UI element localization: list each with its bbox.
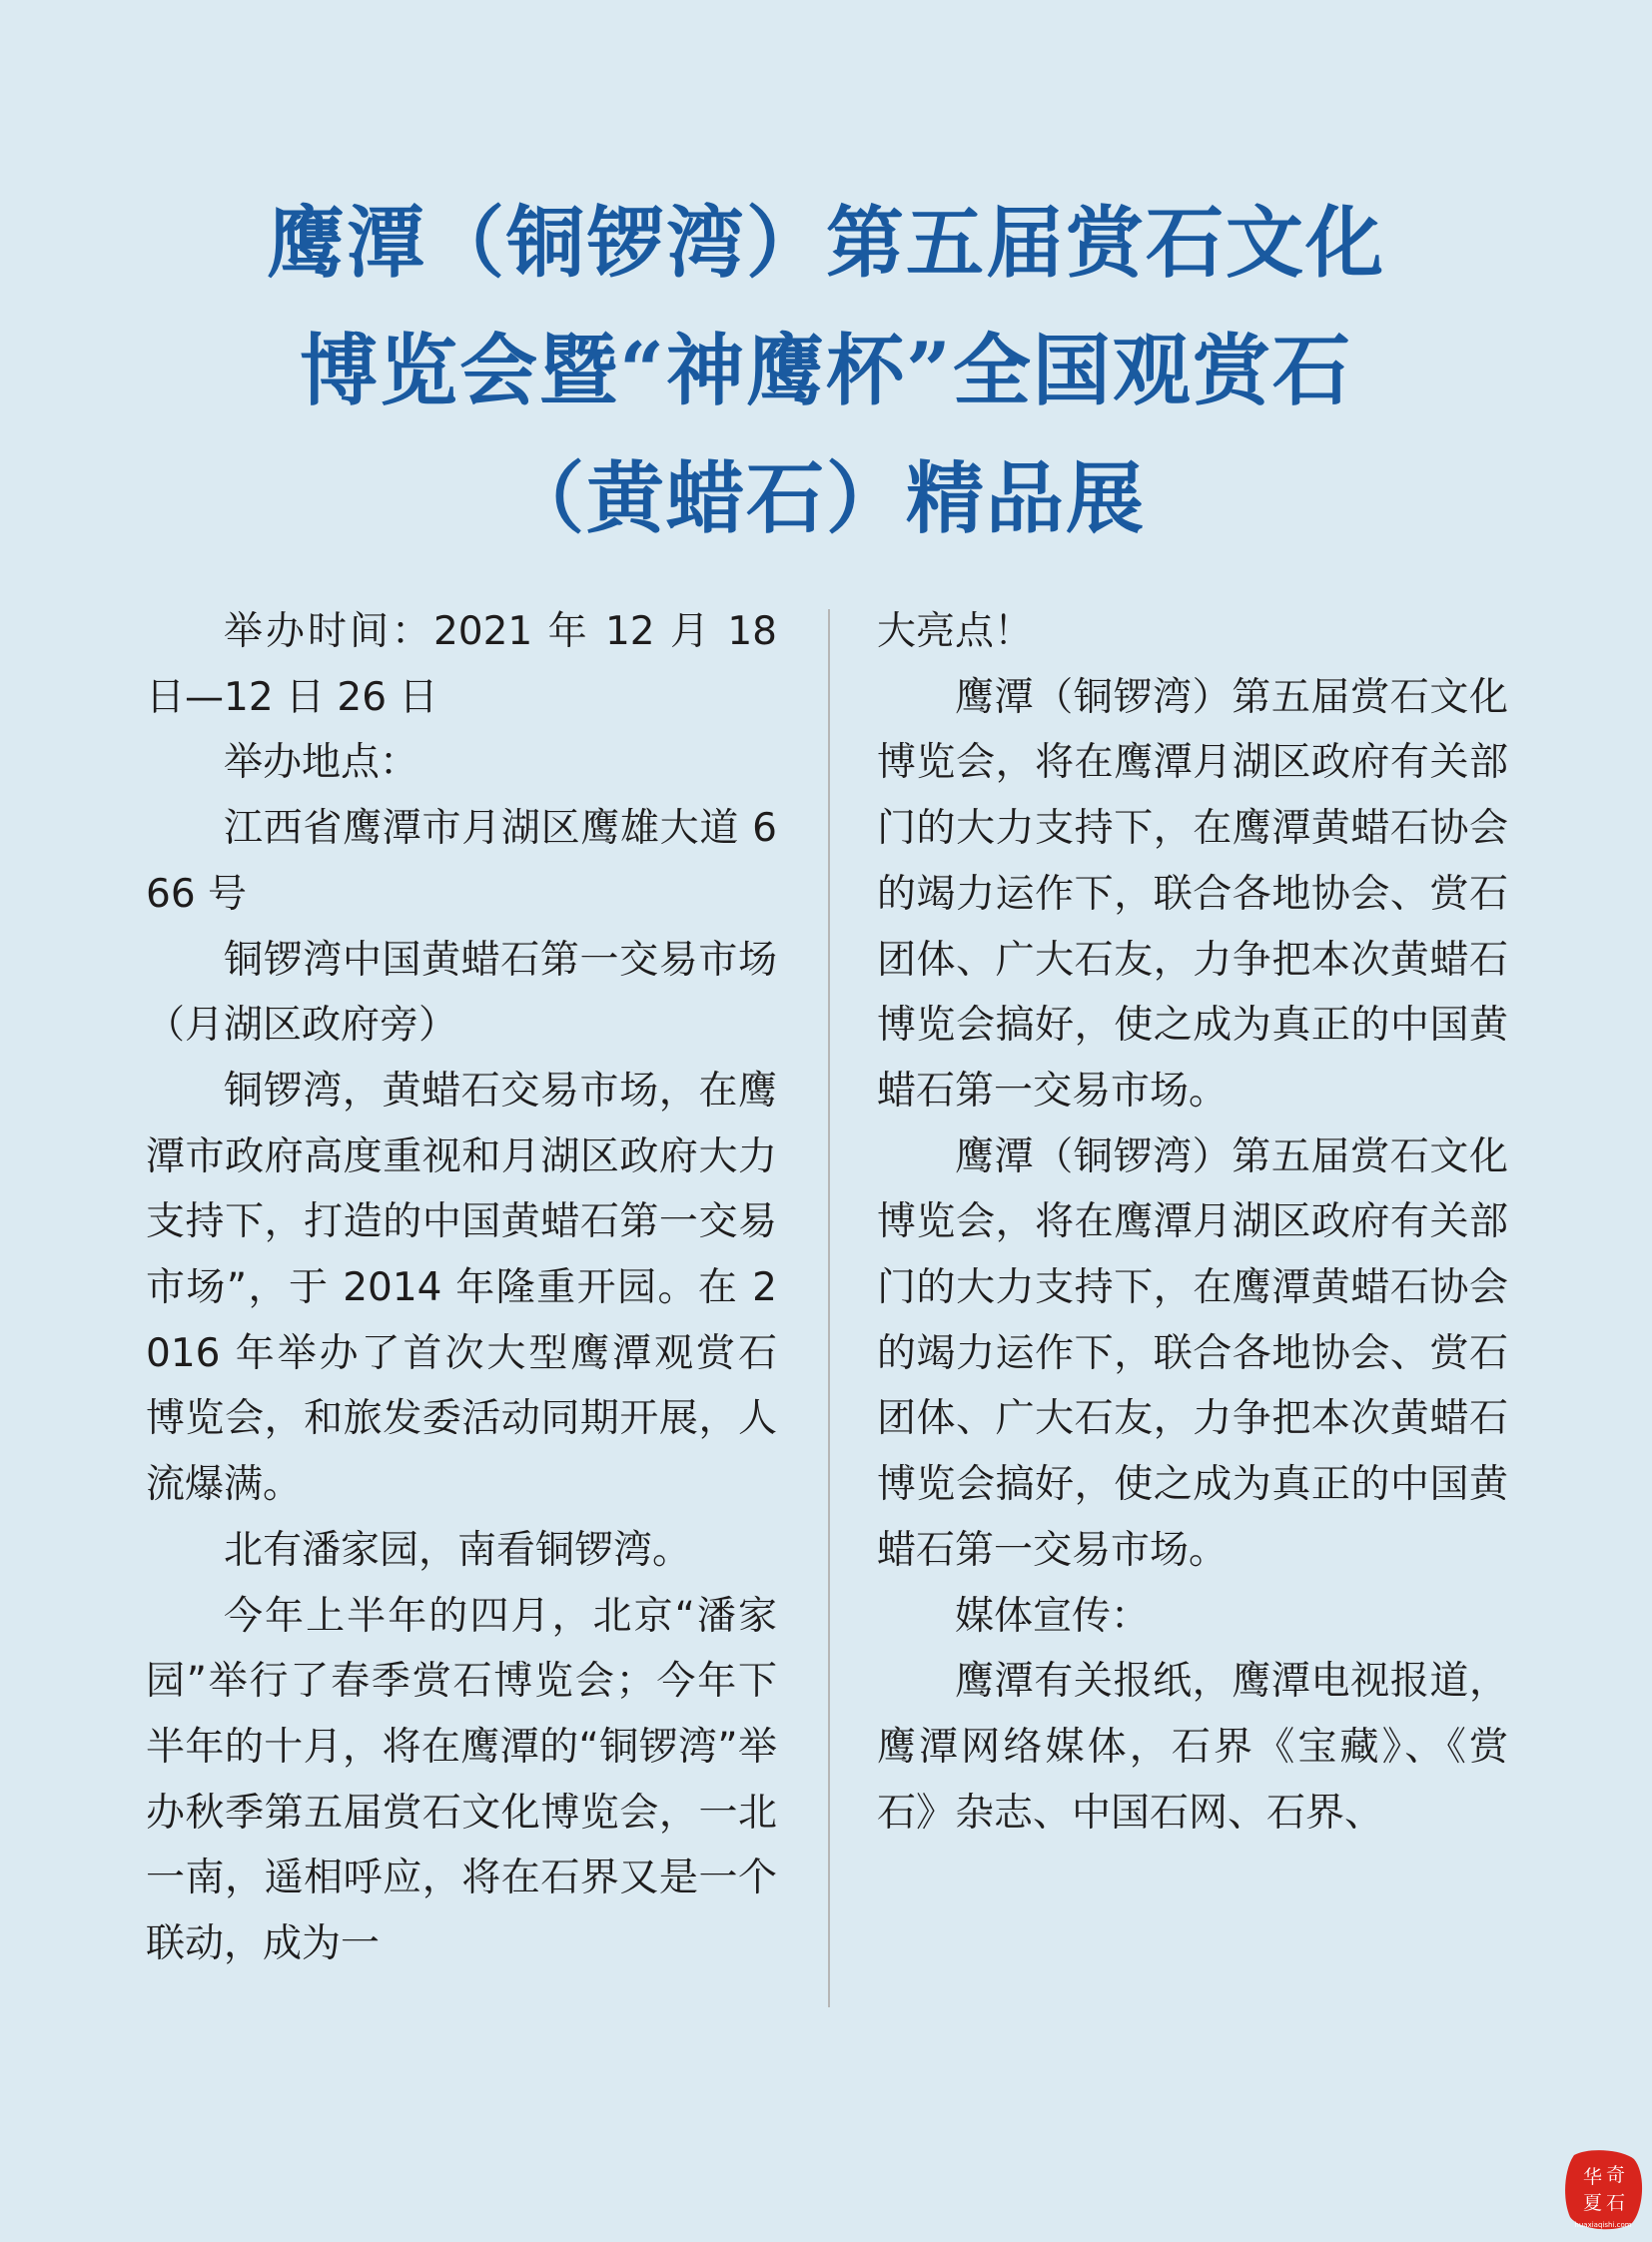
svg-text:奇: 奇 [1606,2164,1626,2186]
title-line-1: 鹰潭（铜锣湾）第五届赏石文化 [266,198,1385,289]
title-line-2: 博览会暨“神鹰杯”全国观赏石 [300,326,1352,416]
paragraph-slogan: 北有潘家园，南看铜锣湾。 [224,1527,692,1573]
paragraph-media-label: 媒体宣传： [955,1593,1151,1639]
svg-text:huaxiaqishi.com: huaxiaqishi.com [1574,2221,1632,2229]
watermark-seal-icon [1558,2147,1648,2237]
svg-text:夏: 夏 [1583,2192,1603,2214]
paragraph-address: 江西省鹰潭市月湖区鹰雄大道 666 号 [146,806,777,917]
svg-text:石: 石 [1606,2192,1626,2214]
paragraph-market: 铜锣湾中国黄蜡石第一交易市场（月湖区政府旁） [146,937,777,1049]
column-divider [828,609,830,2007]
paragraph-expo-2: 鹰潭（铜锣湾）第五届赏石文化博览会，将在鹰潭月湖区政府有关部门的大力支持下，在鹰潭黄蜡石协会的竭力运作下，联合各地协会、赏石团体、广大石友，力争把本次黄蜡石博览会搞好，使之成为真正的中国黄蜡石第一交易市场。 [877,1133,1508,1573]
paragraph-continuation: 大亮点！ [877,609,1034,654]
paragraph-expo-1: 鹰潭（铜锣湾）第五届赏石文化博览会，将在鹰潭月湖区政府有关部门的大力支持下，在鹰潭黄蜡石协会的竭力运作下，联合各地协会、赏石团体、广大石友，力争把本次黄蜡石博览会搞好，使之成为真正的中国黄蜡石第一交易市场。 [877,674,1508,1114]
right-text-column [877,599,1508,1846]
paragraph-events: 今年上半年的四月，北京“潘家园”举行了春季赏石博览会；今年下半年的十月，将在鹰潭的“铜锣湾”举办秋季第五届赏石文化博览会，一北一南，遥相呼应，将在石界又是一个联动，成为一 [146,1593,777,1967]
paragraph-venue-label: 举办地点： [224,740,419,786]
paragraph-history: 铜锣湾，黄蜡石交易市场，在鹰潭市政府高度重视和月湖区政府大力支持下，打造的中国黄蜡石第一交易市场”，于 2014 年隆重开园。在 2016 年举办了首次大型鹰潭观赏石博览会，和旅发委活动同期开展，人流爆满。 [146,1068,777,1508]
svg-text:华: 华 [1583,2166,1603,2188]
left-text-column [146,599,777,1977]
title-line-3: （黄蜡石）精品展 [505,453,1146,544]
paragraph-media: 鹰潭有关报纸，鹰潭电视报道，鹰潭网络媒体，石界《宝藏》、《赏石》杂志、中国石网、石界、 [877,1659,1508,1836]
page-title [0,180,1652,563]
paragraph-date: 举办时间：2021 年 12 月 18 日—12 日 26 日 [146,609,777,720]
